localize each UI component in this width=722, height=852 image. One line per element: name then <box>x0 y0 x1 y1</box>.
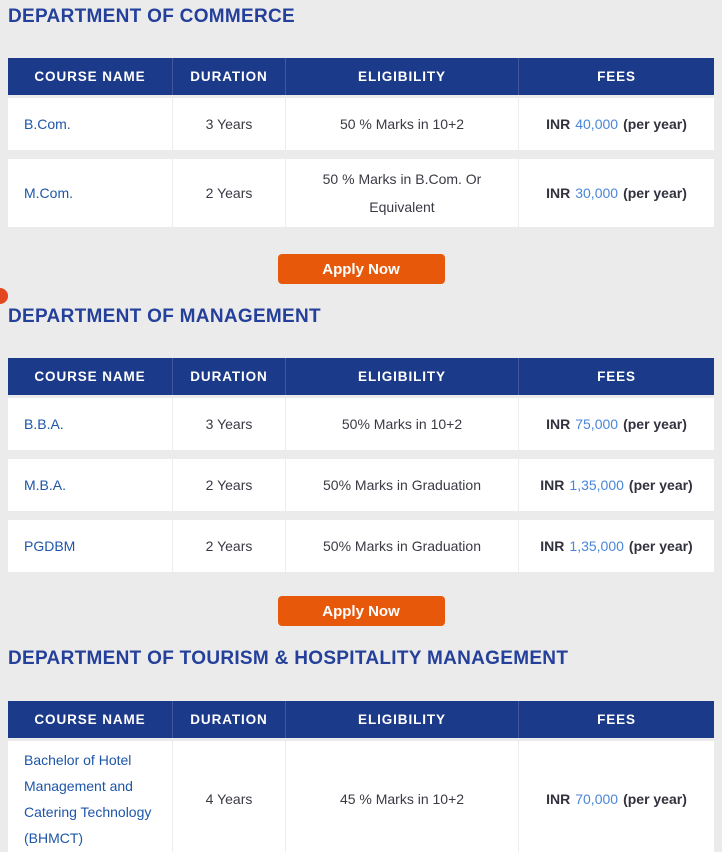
eligibility-cell: 50% Marks in Graduation <box>286 459 519 511</box>
table-row <box>8 398 714 450</box>
eligibility-cell: 50% Marks in 10+2 <box>286 398 519 450</box>
fee-period: (per year) <box>628 538 693 554</box>
fee-currency: INR <box>546 416 571 432</box>
fee-amount: 75,000 <box>575 416 619 432</box>
section-title-tourism: DEPARTMENT OF TOURISM & HOSPITALITY MANAGEMENT <box>8 648 569 669</box>
fee-amount: 40,000 <box>575 116 619 132</box>
course-name-link[interactable]: M.Com. <box>8 159 173 227</box>
table-row <box>8 459 714 511</box>
duration-cell: 2 Years <box>173 459 286 511</box>
column-header-duration: DURATION <box>173 358 286 395</box>
column-header-fees: FEES <box>597 369 636 384</box>
column-header-course-name: COURSE NAME <box>8 701 173 738</box>
fee-currency: INR <box>540 477 565 493</box>
table-header-row <box>8 58 714 95</box>
fees-cell <box>519 398 714 450</box>
table-row <box>8 159 714 227</box>
fee-period: (per year) <box>623 791 687 807</box>
column-header-fees: FEES <box>597 69 636 84</box>
fee-amount: 1,35,000 <box>569 538 624 554</box>
fee-currency: INR <box>546 791 571 807</box>
fee-currency: INR <box>546 116 571 132</box>
column-header-course-name: COURSE NAME <box>8 358 173 395</box>
fee-period: (per year) <box>628 477 693 493</box>
management-table <box>8 358 714 572</box>
section-tourism-hospitality <box>0 648 722 852</box>
course-name-link[interactable]: Bachelor of Hotel Management and Catering Technology (BHMCT) <box>8 741 173 852</box>
fees-cell <box>519 520 714 572</box>
fees-cell <box>519 159 714 227</box>
course-name-link[interactable]: M.B.A. <box>8 459 173 511</box>
apply-now-button-commerce[interactable]: Apply Now <box>278 254 445 284</box>
course-name-link[interactable]: B.Com. <box>8 98 173 150</box>
duration-cell: 3 Years <box>173 98 286 150</box>
section-title-management: DEPARTMENT OF MANAGEMENT <box>8 306 321 327</box>
duration-cell: 2 Years <box>173 520 286 572</box>
fee-currency: INR <box>540 538 565 554</box>
column-header-duration: DURATION <box>173 58 286 95</box>
column-header-eligibility: ELIGIBILITY <box>286 701 519 738</box>
table-header-row <box>8 358 714 395</box>
fees-cell <box>519 741 714 852</box>
fee-amount: 30,000 <box>575 185 619 201</box>
column-header-course-name: COURSE NAME <box>8 58 173 95</box>
section-management <box>0 306 722 626</box>
edge-dot-icon <box>0 288 8 304</box>
course-name-link[interactable]: PGDBM <box>8 520 173 572</box>
column-header-eligibility: ELIGIBILITY <box>286 358 519 395</box>
table-row <box>8 741 714 852</box>
fee-period: (per year) <box>623 416 687 432</box>
column-header-fees: FEES <box>597 712 636 727</box>
table-row <box>8 520 714 572</box>
apply-now-button-management[interactable]: Apply Now <box>278 596 445 626</box>
section-title-commerce: DEPARTMENT OF COMMERCE <box>8 6 296 27</box>
duration-cell: 3 Years <box>173 398 286 450</box>
eligibility-cell: 45 % Marks in 10+2 <box>286 741 519 852</box>
eligibility-cell: 50% Marks in Graduation <box>286 520 519 572</box>
fee-amount: 70,000 <box>575 791 619 807</box>
fee-period: (per year) <box>623 185 687 201</box>
column-header-eligibility: ELIGIBILITY <box>286 58 519 95</box>
fee-amount: 1,35,000 <box>569 477 624 493</box>
duration-cell: 4 Years <box>173 741 286 852</box>
column-header-duration: DURATION <box>173 701 286 738</box>
fee-currency: INR <box>546 185 571 201</box>
fee-period: (per year) <box>623 116 687 132</box>
table-row <box>8 98 714 150</box>
tourism-table <box>8 701 714 852</box>
fees-cell <box>519 98 714 150</box>
duration-cell: 2 Years <box>173 159 286 227</box>
table-header-row <box>8 701 714 738</box>
fees-cell <box>519 459 714 511</box>
eligibility-cell: 50 % Marks in B.Com. Or Equivalent <box>286 159 519 227</box>
commerce-table <box>8 58 714 227</box>
eligibility-cell: 50 % Marks in 10+2 <box>286 98 519 150</box>
section-commerce <box>0 0 722 284</box>
course-name-link[interactable]: B.B.A. <box>8 398 173 450</box>
